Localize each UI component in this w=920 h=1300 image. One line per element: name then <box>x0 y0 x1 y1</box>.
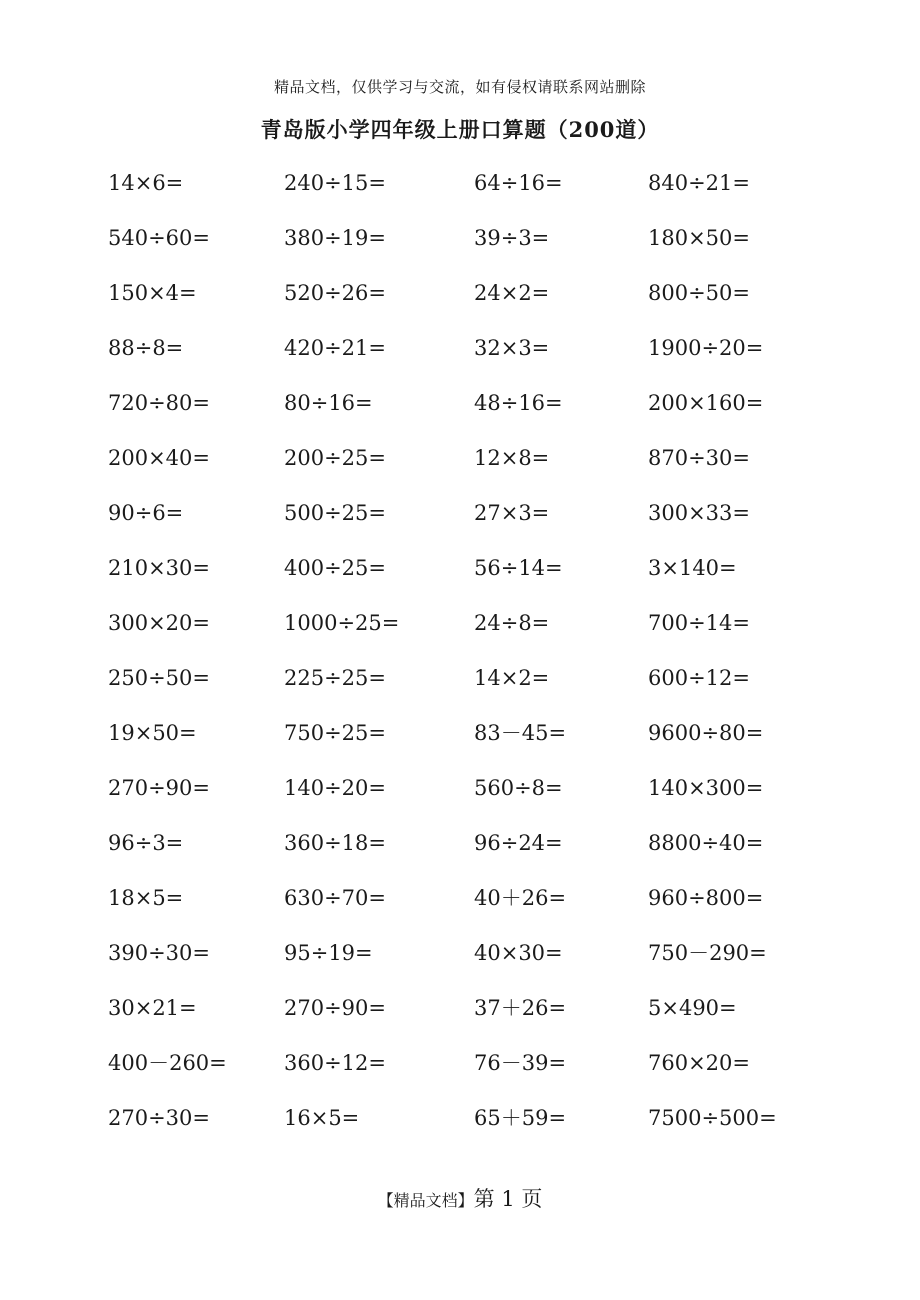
arithmetic-problem: 225÷25= <box>284 666 386 690</box>
arithmetic-problem: 1900÷20= <box>648 336 764 360</box>
arithmetic-problem: 500÷25= <box>284 501 386 525</box>
arithmetic-problem: 80÷16= <box>284 391 373 415</box>
arithmetic-problem: 150×4= <box>108 281 197 305</box>
arithmetic-problem: 960÷800= <box>648 886 764 910</box>
arithmetic-problem: 200÷25= <box>284 446 386 470</box>
arithmetic-problem: 1000÷25= <box>284 611 400 635</box>
arithmetic-problem: 37＋26= <box>474 996 567 1020</box>
arithmetic-problem: 760×20= <box>648 1051 750 1075</box>
arithmetic-problem: 40×30= <box>474 941 563 965</box>
arithmetic-problem: 14×6= <box>108 171 184 195</box>
arithmetic-problem: 96÷24= <box>474 831 563 855</box>
problem-row <box>108 498 828 553</box>
arithmetic-problem: 88÷8= <box>108 336 184 360</box>
arithmetic-problem: 14×2= <box>474 666 550 690</box>
arithmetic-problem: 24÷8= <box>474 611 550 635</box>
arithmetic-problem: 380÷19= <box>284 226 386 250</box>
arithmetic-problem: 40＋26= <box>474 886 567 910</box>
arithmetic-problem: 840÷21= <box>648 171 750 195</box>
arithmetic-problem: 560÷8= <box>474 776 563 800</box>
arithmetic-problem: 300×20= <box>108 611 210 635</box>
arithmetic-problem: 19×50= <box>108 721 197 745</box>
problem-row <box>108 938 828 993</box>
arithmetic-problem: 5×490= <box>648 996 737 1020</box>
page-title: 青岛版小学四年级上册口算题（200道） <box>260 117 660 142</box>
problem-row <box>108 883 828 938</box>
arithmetic-problem: 16×5= <box>284 1106 360 1130</box>
arithmetic-problem: 90÷6= <box>108 501 184 525</box>
arithmetic-problem: 64÷16= <box>474 171 563 195</box>
footer-tag: 【精品文档】 <box>377 1191 474 1210</box>
arithmetic-problem: 360÷12= <box>284 1051 386 1075</box>
arithmetic-problem: 600÷12= <box>648 666 750 690</box>
arithmetic-problem: 520÷26= <box>284 281 386 305</box>
problem-row <box>108 718 828 773</box>
problem-row <box>108 388 828 443</box>
arithmetic-problem: 30×21= <box>108 996 197 1020</box>
arithmetic-problem: 200×40= <box>108 446 210 470</box>
arithmetic-problem: 39÷3= <box>474 226 550 250</box>
arithmetic-problem: 96÷3= <box>108 831 184 855</box>
arithmetic-problem: 24×2= <box>474 281 550 305</box>
problem-row <box>108 333 828 388</box>
arithmetic-problem: 250÷50= <box>108 666 210 690</box>
page-footer <box>0 1183 920 1213</box>
arithmetic-problem: 48÷16= <box>474 391 563 415</box>
problem-row <box>108 443 828 498</box>
arithmetic-problem: 700÷14= <box>648 611 750 635</box>
arithmetic-problem: 76－39= <box>474 1051 567 1075</box>
arithmetic-problem: 83－45= <box>474 721 567 745</box>
arithmetic-problem: 65＋59= <box>474 1106 567 1130</box>
arithmetic-problem: 200×160= <box>648 391 764 415</box>
arithmetic-problem: 400÷25= <box>284 556 386 580</box>
arithmetic-problem: 390÷30= <box>108 941 210 965</box>
arithmetic-problem: 540÷60= <box>108 226 210 250</box>
arithmetic-problem: 95÷19= <box>284 941 373 965</box>
problem-row <box>108 773 828 828</box>
arithmetic-problem: 270÷30= <box>108 1106 210 1130</box>
problem-row <box>108 553 828 608</box>
arithmetic-problem: 12×8= <box>474 446 550 470</box>
arithmetic-problem: 420÷21= <box>284 336 386 360</box>
arithmetic-problem: 400－260= <box>108 1051 227 1075</box>
problem-row <box>108 278 828 333</box>
arithmetic-problem: 18×5= <box>108 886 184 910</box>
arithmetic-problem: 56÷14= <box>474 556 563 580</box>
arithmetic-problem: 8800÷40= <box>648 831 764 855</box>
arithmetic-problem: 300×33= <box>648 501 750 525</box>
arithmetic-problem: 3×140= <box>648 556 737 580</box>
problem-row <box>108 608 828 663</box>
problem-row <box>108 223 828 278</box>
arithmetic-problem: 32×3= <box>474 336 550 360</box>
arithmetic-problem: 180×50= <box>648 226 750 250</box>
page-number: 第 1 页 <box>473 1187 543 1211</box>
arithmetic-problem: 630÷70= <box>284 886 386 910</box>
problem-row <box>108 168 828 223</box>
arithmetic-problem: 9600÷80= <box>648 721 764 745</box>
arithmetic-problem: 240÷15= <box>284 171 386 195</box>
arithmetic-problem: 360÷18= <box>284 831 386 855</box>
problem-row <box>108 1103 828 1158</box>
arithmetic-problem: 210×30= <box>108 556 210 580</box>
problem-row <box>108 1048 828 1103</box>
copyright-notice: 精品文档，仅供学习与交流，如有侵权请联系网站删除 <box>273 78 646 96</box>
arithmetic-problem: 270÷90= <box>108 776 210 800</box>
problem-row <box>108 828 828 883</box>
problem-row <box>108 993 828 1048</box>
arithmetic-problem: 720÷80= <box>108 391 210 415</box>
arithmetic-problem: 270÷90= <box>284 996 386 1020</box>
arithmetic-problem: 140×300= <box>648 776 764 800</box>
arithmetic-problem: 870÷30= <box>648 446 750 470</box>
arithmetic-problem: 750－290= <box>648 941 767 965</box>
arithmetic-problem: 27×3= <box>474 501 550 525</box>
arithmetic-problem: 7500÷500= <box>648 1106 777 1130</box>
arithmetic-problem: 800÷50= <box>648 281 750 305</box>
arithmetic-problem: 140÷20= <box>284 776 386 800</box>
problem-row <box>108 663 828 718</box>
arithmetic-problem: 750÷25= <box>284 721 386 745</box>
problem-grid <box>108 168 828 1158</box>
